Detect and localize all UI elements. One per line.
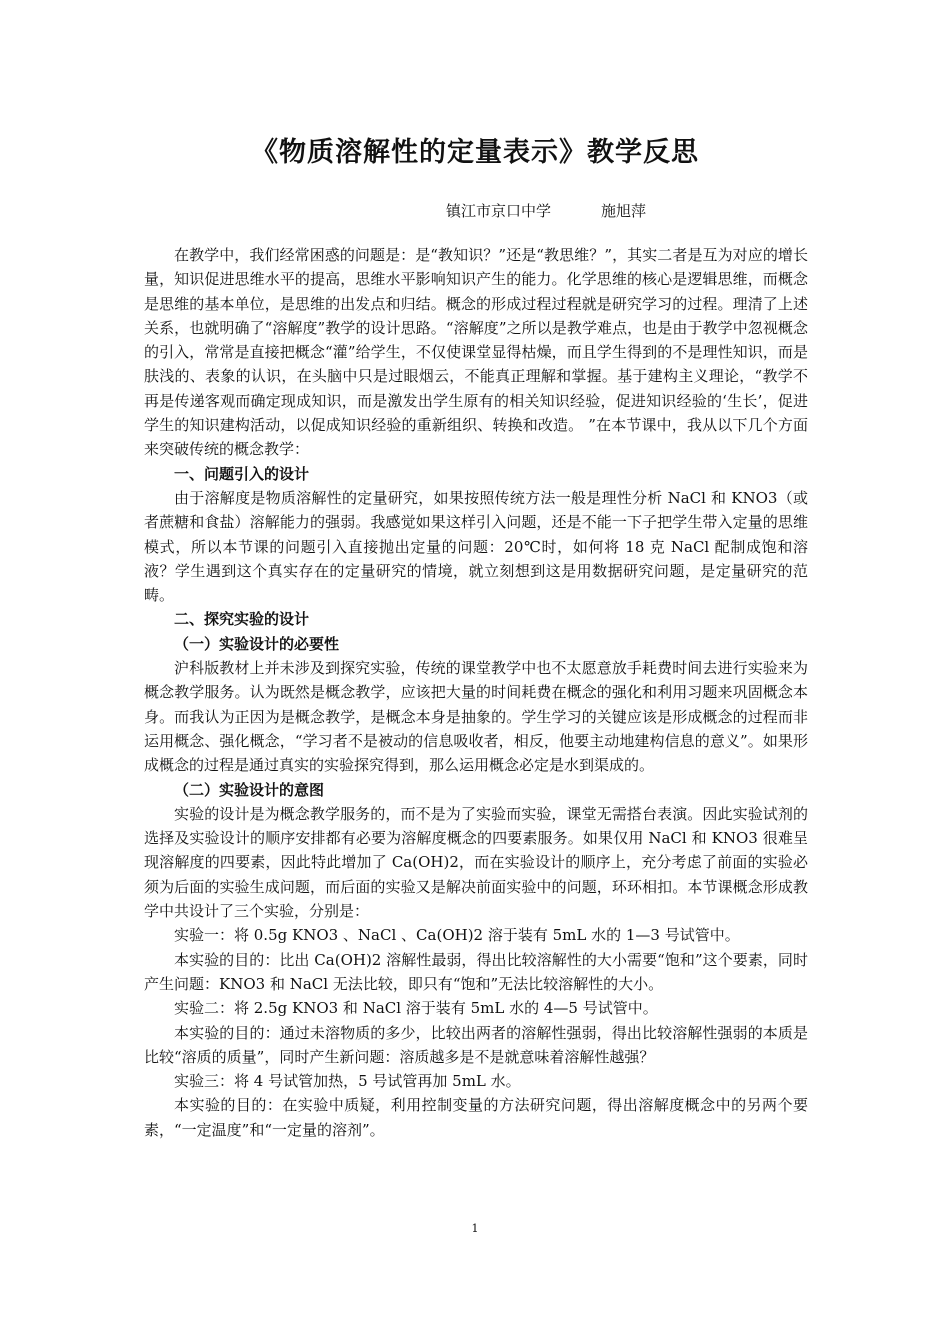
- experiment-3-purpose: 本实验的目的：在实验中质疑，利用控制变量的方法研究问题，得出溶解度概念中的另两个要素，“一定温度”和“一定量的溶剂”。: [144, 1096, 808, 1139]
- subsection-heading-2: （二）实验设计的意图: [174, 780, 325, 799]
- subsection-heading-1: （一）实验设计的必要性: [174, 634, 340, 653]
- paragraph: 实验的设计是为概念教学服务的，而不是为了实验而实验，课堂无需搭台表演。因此实验试剂的选择及实验设计的顺序安排都有必要为溶解度概念的四要素服务。如果仅用 NaCl 和 KNO3 很难呈现溶解度的四要素，因此特此增加了 Ca(OH)2，而在实验设计的顺序上，充分考虑了前面的实验必须为后面的实验生成问题，而后面的实验又是解决前面实验中的问题，环环相扣。本节课概念形成教学中共设计了三个实验，分别是：: [144, 804, 808, 921]
- experiment-2-purpose: 本实验的目的：通过未溶物质的多少，比较出两者的溶解性强弱，得出比较溶解性强弱的本质是比较“溶质的质量”，同时产生新问题：溶质越多是不是就意味着溶解性越强？: [144, 1023, 808, 1066]
- author-school: 镇江市京口中学: [446, 202, 552, 220]
- document-body: [144, 243, 808, 1142]
- experiment-1-purpose: 本实验的目的：比出 Ca(OH)2 溶解性最弱，得出比较溶解性的大小需要“饱和”这个要素，同时产生问题：KNO3 和 NaCl 无法比较，即只有“饱和”无法比较溶解性的大小。: [144, 950, 808, 993]
- author-name: 施旭萍: [601, 202, 647, 220]
- experiment-2: 实验二：将 2.5g KNO3 和 NaCl 溶于装有 5mL 水的 4—5 号试管中。: [174, 999, 658, 1018]
- section-heading-2: 二、探究实验的设计: [174, 610, 310, 629]
- paragraph: 沪科版教材上并未涉及到探究实验，传统的课堂教学中也不太愿意放手耗费时间去进行实验来为概念教学服务。认为既然是概念教学，应该把大量的时间耗费在概念的强化和利用习题来巩固概念本身。而我认为正因为是概念教学，是概念本身是抽象的。学生学习的关键应该是形成概念的过程而非运用概念、强化概念，“学习者不是被动的信息吸收者，相反，他要主动地建构信息的意义”。如果形成概念的过程是通过真实的实验探究得到，那么运用概念必定是水到渠成的。: [144, 659, 808, 775]
- author-line: [446, 200, 646, 221]
- experiment-3: 实验三：将 4 号试管加热，5 号试管再加 5mL 水。: [174, 1072, 521, 1091]
- paragraph: 由于溶解度是物质溶解性的定量研究，如果按照传统方法一般是理性分析 NaCl 和 KNO3（或者蔗糖和食盐）溶解能力的强弱。我感觉如果这样引入问题，还是不能一下子把学生带入定量的思维模式，所以本节课的问题引入直接抛出定量的问题：20℃时，如何将 18 克 NaCl 配制成饱和溶液？学生遇到这个真实存在的定量研究的情境，就立刻想到这是用数据研究问题，是定量研究的范畴。: [144, 488, 808, 605]
- page-title: 《物质溶解性的定量表示》教学反思: [251, 137, 699, 168]
- experiment-1: 实验一：将 0.5g KNO3 、NaCl 、Ca(OH)2 溶于装有 5mL 水的 1—3 号试管中。: [174, 926, 740, 945]
- page-number: 1: [471, 1222, 479, 1235]
- section-heading-1: 一、问题引入的设计: [174, 464, 310, 483]
- paragraph-intro: 在教学中，我们经常困惑的问题是：是“教知识？”还是“教思维？”，其实二者是互为对应的增长量，知识促进思维水平的提高，思维水平影响知识产生的能力。化学思维的核心是逻辑思维，而概念是思维的基本单位，是思维的出发点和归结。概念的形成过程过程就是研究学习的过程。理清了上述关系，也就明确了“溶解度”教学的设计思路。“溶解度”之所以是教学难点，也是由于教学中忽视概念的引入，常常是直接把概念“灌”给学生，不仅使课堂显得枯燥，而且学生得到的不是理性知识，而是肤浅的、表象的认识，在头脑中只是过眼烟云，不能真正理解和掌握。基于建构主义理论，“教学不再是传递客观而确定现成知识，而是激发出学生原有的相关知识经验，促进知识经验的‘生长’，促进学生的知识建构活动，以促成知识经验的重新组织、转换和改造。 ”在本节课中，我从以下几个方面来突破传统的概念教学：: [144, 246, 808, 459]
